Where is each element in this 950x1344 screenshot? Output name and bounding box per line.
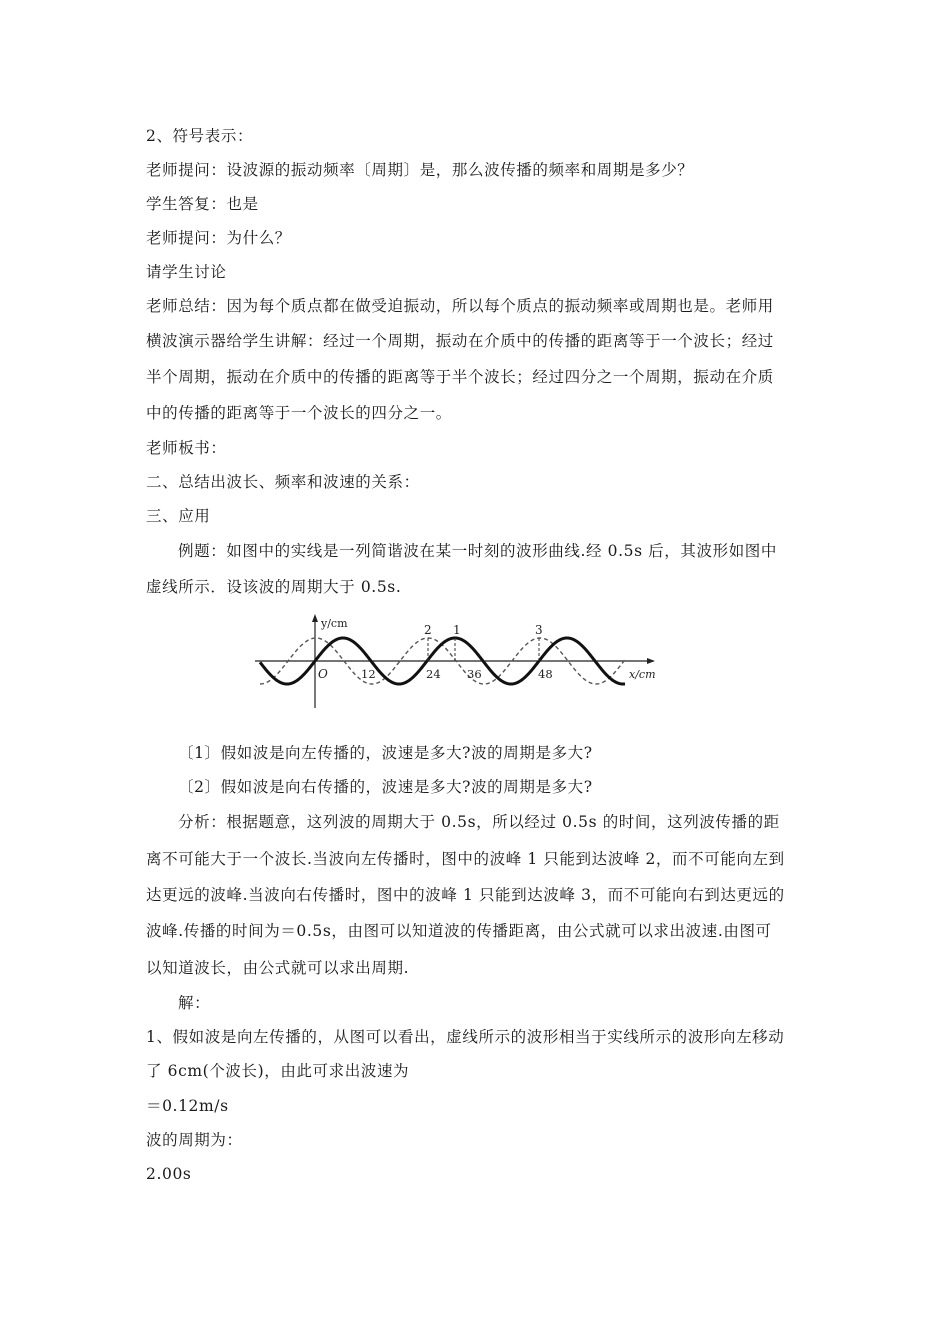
text-line: 半个周期，振动在介质中的传播的距离等于半个波长；经过四分之一个周期，振动在介质 — [146, 368, 774, 386]
text-line: 三、应用 — [146, 507, 211, 525]
x-axis-label: x/cm — [629, 668, 656, 681]
text-line: 横波演示器给学生讲解：经过一个周期，振动在介质中的传播的距离等于一个波长；经过 — [146, 332, 774, 350]
text-line: 老师提问：为什么？ — [146, 229, 291, 247]
peak-label: 3 — [535, 623, 543, 637]
text-line: 达更远的波峰.当波向右传播时，图中的波峰 1 只能到达波峰 3，而不可能向右到达更远的 — [146, 886, 785, 904]
text-line: 〔1〕假如波是向左传播的，波速是多大?波的周期是多大? — [178, 744, 593, 762]
text-line: 以知道波长，由公式就可以求出周期. — [146, 959, 410, 977]
text-line: 例题：如图中的实线是一列简谐波在某一时刻的波形曲线.经 0.5s 后，其波形如图中 — [178, 542, 777, 560]
text-line: 老师总结：因为每个质点都在做受迫振动，所以每个质点的振动频率或周期也是。老师用 — [146, 297, 774, 315]
text-line: 学生答复：也是 — [146, 195, 259, 213]
peak-label: 2 — [424, 623, 432, 637]
text-line: 〔2〕假如波是向右传播的，波速是多大?波的周期是多大? — [178, 778, 593, 796]
text-line: 2、符号表示： — [146, 127, 254, 145]
x-tick-label: 24 — [426, 667, 441, 681]
text-line: 1、假如波是向左传播的，从图可以看出，虚线所示的波形相当于实线所示的波形向左移动 — [146, 1028, 785, 1046]
x-tick-label: 48 — [538, 667, 553, 681]
text-line: 虚线所示．设该波的周期大于 0.5s. — [146, 578, 402, 596]
text-line: 中的传播的距离等于一个波长的四分之一。 — [146, 404, 452, 422]
y-axis-label: y/cm — [321, 617, 348, 630]
origin-label: O — [318, 667, 328, 681]
text-line: 老师提问：设波源的振动频率〔周期〕是，那么波传播的频率和周期是多少？ — [146, 161, 694, 179]
text-line: 分析：根据题意，这列波的周期大于 0.5s，所以经过 0.5s 的时间，这列波传播的距 — [178, 813, 780, 831]
x-tick-label: 12 — [361, 667, 376, 681]
x-tick-label: 36 — [467, 667, 482, 681]
text-line: 波的周期为： — [146, 1131, 243, 1149]
text-line: 解： — [178, 994, 211, 1012]
x-axis-arrow-icon — [647, 658, 655, 664]
text-line: 2.00s — [146, 1165, 192, 1183]
y-axis-arrow-icon — [312, 614, 318, 622]
text-line: 老师板书： — [146, 439, 227, 457]
text-line: 二、总结出波长、频率和波速的关系： — [146, 473, 420, 491]
text-line: ＝0.12m/s — [146, 1097, 229, 1115]
wave-figure — [255, 612, 670, 712]
text-line: 了 6cm(个波长)，由此可求出波速为 — [146, 1062, 410, 1080]
text-line: 请学生讨论 — [146, 263, 227, 281]
text-line: 波峰.传播的时间为＝0.5s，由图可以知道波的传播距离，由公式就可以求出波速.由图可 — [146, 922, 772, 940]
text-line: 离不可能大于一个波长.当波向左传播时，图中的波峰 1 只能到达波峰 2，而不可能向左到 — [146, 850, 785, 868]
peak-label: 1 — [453, 623, 461, 637]
